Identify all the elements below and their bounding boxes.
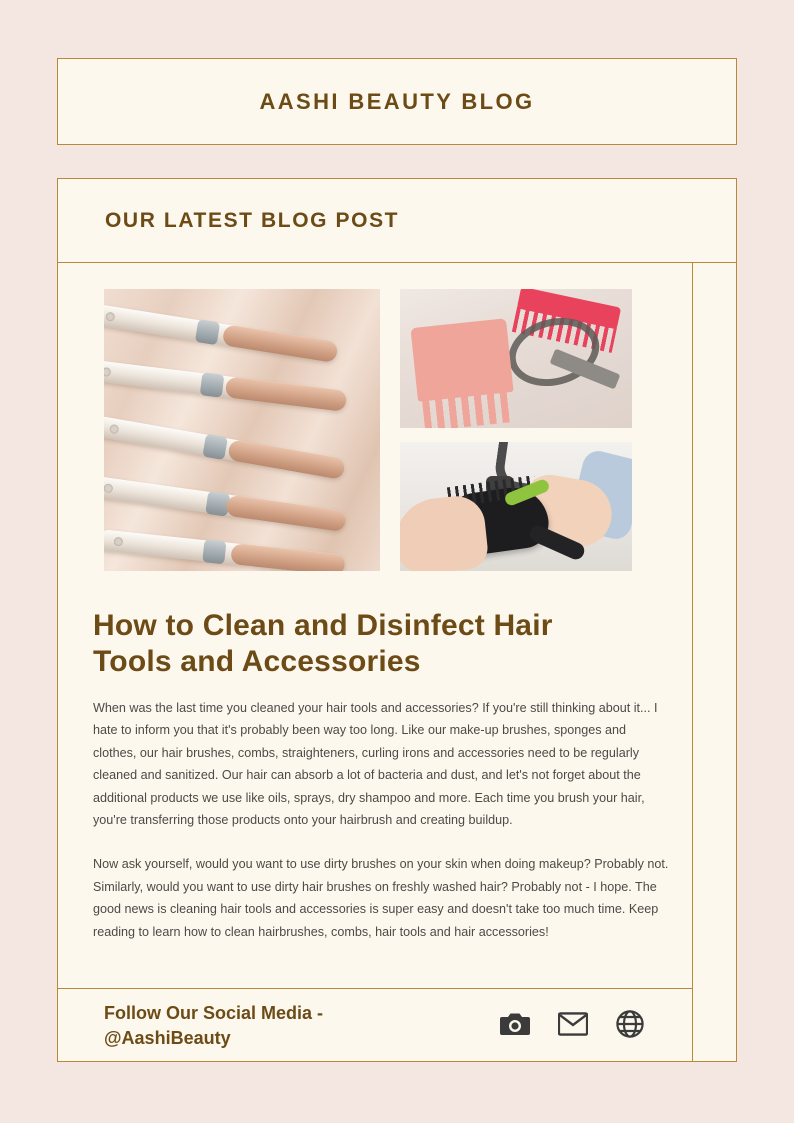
social-media-icons — [500, 1010, 644, 1038]
image-grid — [104, 289, 632, 571]
article-paragraph: When was the last time you cleaned your hair tools and accessories? If you're still thinking about it... I hate to inform you that it's probably been way too long. Like our make-up brushes, sponges and clothes, our hair brushes, combs, straighteners, curling irons and accessories need to be regularly cleaned and sanitized. Our hair can absorb a lot of bacteria and dust, and let's not forget about the additional products we use like oils, sprays, dry shampoo and more. Each time you brush your hair, you're transferring those products onto your hairbrush and creating buildup. — [93, 701, 658, 828]
section-header — [57, 178, 737, 263]
article-title: How to Clean and Disinfect Hair Tools and Accessories — [93, 609, 553, 679]
satin-background — [104, 289, 380, 571]
envelope-icon[interactable] — [558, 1012, 588, 1036]
pink-comb — [410, 318, 513, 402]
brush-washing-illustration — [400, 442, 632, 571]
article-body — [93, 697, 671, 943]
header-banner — [57, 58, 737, 145]
combs-photo — [400, 289, 632, 428]
panel-side-strip — [693, 262, 737, 1062]
camera-icon[interactable] — [500, 1011, 530, 1037]
brush-washing-photo — [400, 442, 632, 571]
curling-wands-photo — [104, 289, 380, 571]
page-title: AASHI BEAUTY BLOG — [259, 88, 535, 114]
left-hand — [400, 493, 490, 571]
follow-us-text: Follow Our Social Media - @AashiBeauty — [104, 1002, 324, 1048]
article-paragraph: Now ask yourself, would you want to use dirty brushes on your skin when doing makeup? Probably not. Similarly, would you want to use dirty hair brushes on freshly washed hair? Probably not - I hope. The good news is cleaning hair tools and accessories is super easy and doesn't take too much time. Keep reading to learn how to clean hairbrushes, combs, hair tools and hair accessories! — [93, 857, 669, 939]
combs-illustration — [400, 289, 632, 428]
globe-icon[interactable] — [616, 1010, 644, 1038]
section-title: OUR LATEST BLOG POST — [105, 208, 400, 232]
